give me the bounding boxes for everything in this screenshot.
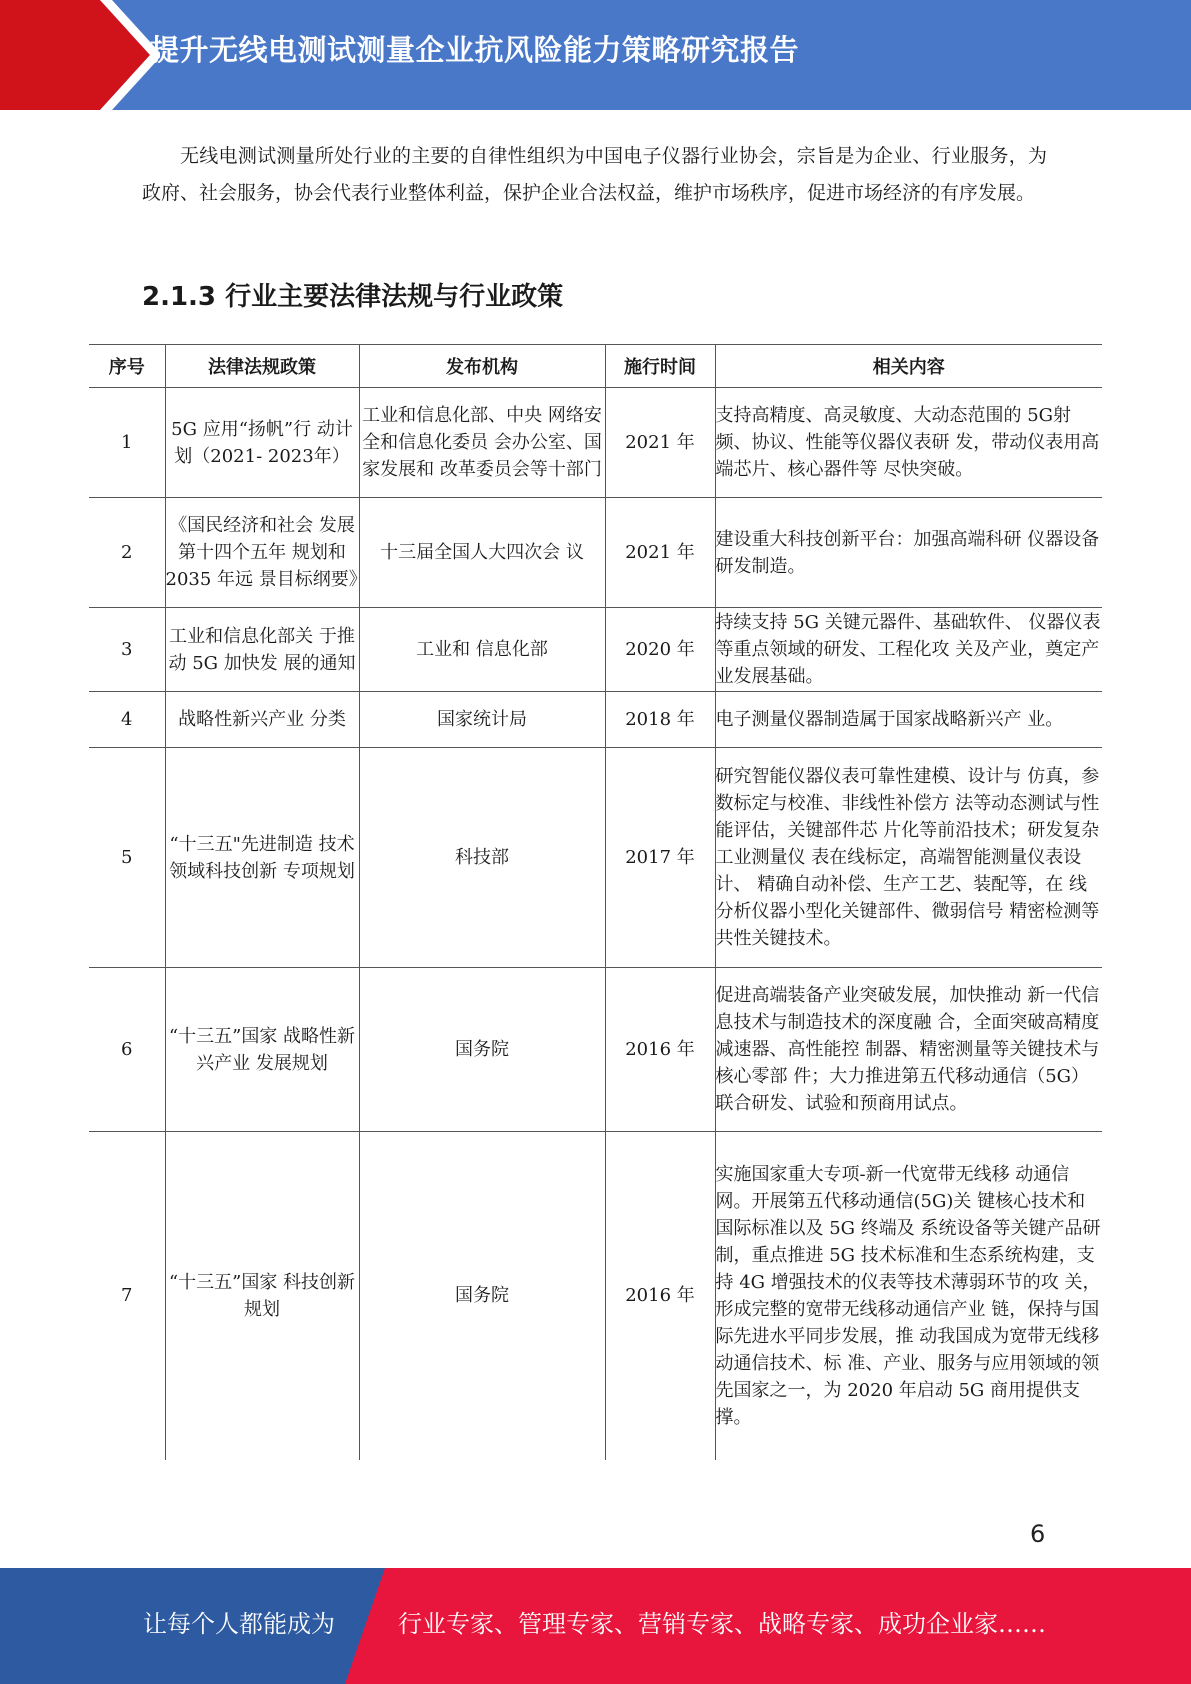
cell-no: 4 <box>89 692 165 748</box>
cell-content: 支持高精度、高灵敏度、大动态范围的 5G射频、协议、性能等仪器仪表研 发，带动仪表用高端芯片、核心器件等 尽快突破。 <box>715 388 1102 498</box>
cell-no: 1 <box>89 388 165 498</box>
table-row <box>89 1132 1102 1460</box>
table-row <box>89 388 1102 498</box>
cell-date: 2016 年 <box>605 1132 715 1460</box>
cell-policy: 工业和信息化部关 于推动 5G 加快发 展的通知 <box>165 608 359 692</box>
page-number: 6 <box>1030 1520 1046 1548</box>
cell-date: 2016 年 <box>605 968 715 1132</box>
cell-issuer: 工业和信息化部、中央 网络安全和信息化委员 会办公室、国家发展和 改革委员会等十部门 <box>359 388 605 498</box>
section-title: 2.1.3 行业主要法律法规与行业政策 <box>142 282 564 312</box>
table-row <box>89 608 1102 692</box>
table-header-row <box>89 345 1102 388</box>
cell-date: 2021 年 <box>605 498 715 608</box>
column-header-content: 相关内容 <box>715 345 1102 388</box>
cell-no: 7 <box>89 1132 165 1460</box>
cell-policy: “十三五”国家 战略性新兴产业 发展规划 <box>165 968 359 1132</box>
cell-no: 2 <box>89 498 165 608</box>
cell-content: 持续支持 5G 关键元器件、基础软件、 仪器仪表等重点领域的研发、工程化攻 关及产业，奠定产业发展基础。 <box>715 608 1102 692</box>
cell-issuer: 十三届全国人大四次会 议 <box>359 498 605 608</box>
cell-policy: 《国民经济和社会 发展第十四个五年 规划和 2035 年远 景目标纲要》 <box>165 498 359 608</box>
table-row <box>89 968 1102 1132</box>
cell-content: 电子测量仪器制造属于国家战略新兴产 业。 <box>715 692 1102 748</box>
cell-content: 建设重大科技创新平台：加强高端科研 仪器设备研发制造。 <box>715 498 1102 608</box>
cell-issuer: 工业和 信息化部 <box>359 608 605 692</box>
cell-date: 2018 年 <box>605 692 715 748</box>
cell-date: 2020 年 <box>605 608 715 692</box>
column-header-issuer: 发布机构 <box>359 345 605 388</box>
column-header-date: 施行时间 <box>605 345 715 388</box>
table-row <box>89 748 1102 968</box>
cell-date: 2017 年 <box>605 748 715 968</box>
cell-policy: “十三五"先进制造 技术领域科技创新 专项规划 <box>165 748 359 968</box>
report-title: 提升无线电测试测量企业抗风险能力策略研究报告 <box>150 33 800 67</box>
table-row <box>89 692 1102 748</box>
header-arrow-decoration <box>0 0 160 110</box>
cell-issuer: 科技部 <box>359 748 605 968</box>
cell-policy: “十三五”国家 科技创新规划 <box>165 1132 359 1460</box>
cell-policy: 5G 应用“扬帆”行 动计划（2021- 2023年） <box>165 388 359 498</box>
cell-no: 5 <box>89 748 165 968</box>
cell-no: 6 <box>89 968 165 1132</box>
intro-paragraph: 无线电测试测量所处行业的主要的自律性组织为中国电子仪器行业协会，宗旨是为企业、行业服务，为政府、社会服务，协会代表行业整体利益，保护企业合法权益，维护市场秩序，促进市场经济的有序发展。 <box>142 145 1047 204</box>
cell-issuer: 国家统计局 <box>359 692 605 748</box>
table-row <box>89 498 1102 608</box>
cell-content: 促进高端装备产业突破发展，加快推动 新一代信息技术与制造技术的深度融 合，全面突破高精度减速器、高性能控 制器、精密测量等关键技术与核心零部 件；大力推进第五代移动通信（5G） 联合研发、试验和预商用试点。 <box>715 968 1102 1132</box>
column-header-policy: 法律法规政策 <box>165 345 359 388</box>
policy-table <box>89 344 1102 1460</box>
cell-policy: 战略性新兴产业 分类 <box>165 692 359 748</box>
cell-content: 研究智能仪器仪表可靠性建模、设计与 仿真，参数标定与校准、非线性补偿方 法等动态测试与性能评估，关键部件芯 片化等前沿技术；研发复杂工业测量仪 表在线标定，高端智能测量仪表设计、 精确自动补偿、生产工艺、装配等，在 线分析仪器小型化关键部件、微弱信号 精密检测等共性关键技术。 <box>715 748 1102 968</box>
footer-slogan-left: 让每个人都能成为 <box>143 1610 335 1638</box>
cell-issuer: 国务院 <box>359 1132 605 1460</box>
cell-issuer: 国务院 <box>359 968 605 1132</box>
cell-no: 3 <box>89 608 165 692</box>
cell-date: 2021 年 <box>605 388 715 498</box>
cell-content: 实施国家重大专项-新一代宽带无线移 动通信网。开展第五代移动通信(5G)关 键核心技术和国际标准以及 5G 终端及 系统设备等关键产品研制，重点推进 5G 技术标准和生态系统构建，支持 4G 增强技术的仪表等技术薄弱环节的攻 关，形成完整的宽带无线移动通信产业 链，保持与国际先进水平同步发展，推 动我国成为宽带无线移动通信技术、标 准、产业、服务与应用领域的领先国家之一，为 2020 年启动 5G 商用提供支 撑。 <box>715 1132 1102 1460</box>
column-header-no: 序号 <box>89 345 165 388</box>
footer-slogan-right: 行业专家、管理专家、营销专家、战略专家、成功企业家…… <box>398 1610 1046 1638</box>
